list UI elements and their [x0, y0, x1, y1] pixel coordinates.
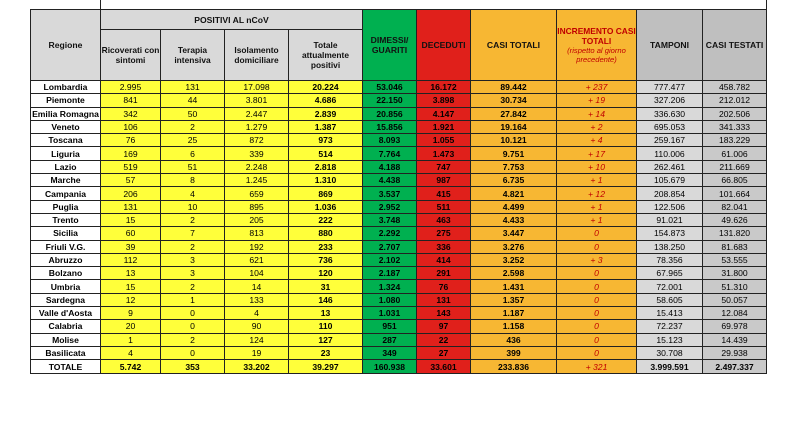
cell-casi: 3.276 — [471, 240, 557, 253]
total-cell-regione: TOTALE — [31, 360, 101, 374]
cell-isolamento: 104 — [225, 267, 289, 280]
cell-tamponi: 122.506 — [637, 200, 703, 213]
header-terapia: Terapia intensiva — [161, 30, 225, 81]
cell-incremento: + 14 — [557, 107, 637, 120]
cell-ricoverati: 4 — [101, 346, 161, 359]
cell-casi: 4.499 — [471, 200, 557, 213]
total-cell-testati: 2.497.337 — [703, 360, 767, 374]
cell-ricoverati: 342 — [101, 107, 161, 120]
cell-deceduti: 415 — [417, 187, 471, 200]
cell-ricoverati: 519 — [101, 160, 161, 173]
cell-casi: 9.751 — [471, 147, 557, 160]
cell-dimessi: 1.080 — [363, 293, 417, 306]
cell-ricoverati: 841 — [101, 94, 161, 107]
table-row — [31, 267, 767, 280]
cell-testati: 69.978 — [703, 320, 767, 333]
cell-ricoverati: 15 — [101, 213, 161, 226]
cell-regione: Emilia Romagna — [32, 108, 99, 119]
cell-terapia: 131 — [161, 81, 225, 94]
cell-regione: Calabria — [31, 320, 101, 333]
cell-terapia: 2 — [161, 120, 225, 133]
cell-terapia: 4 — [161, 187, 225, 200]
table-row — [31, 134, 767, 147]
cell-isolamento: 133 — [225, 293, 289, 306]
cell-testati: 53.555 — [703, 253, 767, 266]
header-ricoverati: Ricoverati con sintomi — [101, 30, 161, 81]
cell-isolamento: 813 — [225, 227, 289, 240]
cell-ricoverati: 39 — [101, 240, 161, 253]
cell-dimessi: 22.150 — [363, 94, 417, 107]
cell-dimessi: 53.046 — [363, 81, 417, 94]
cell-totale: 1.310 — [289, 174, 363, 187]
cell-testati: 66.805 — [703, 174, 767, 187]
total-cell-dimessi: 160.938 — [363, 360, 417, 374]
cell-isolamento: 192 — [225, 240, 289, 253]
cell-isolamento: 659 — [225, 187, 289, 200]
cell-isolamento: 17.098 — [225, 81, 289, 94]
cell-isolamento: 895 — [225, 200, 289, 213]
cell-regione: Piemonte — [31, 94, 101, 107]
cell-isolamento: 621 — [225, 253, 289, 266]
cell-incremento: 0 — [557, 307, 637, 320]
table-row — [31, 94, 767, 107]
cell-isolamento: 2.447 — [225, 107, 289, 120]
cell-ricoverati: 9 — [101, 307, 161, 320]
cell-deceduti: 27 — [417, 346, 471, 359]
cell-regione: Valle d'Aosta — [31, 307, 101, 320]
table-row — [31, 280, 767, 293]
cell-testati: 51.310 — [703, 280, 767, 293]
cell-totale: 222 — [289, 213, 363, 226]
cell-tamponi: 110.006 — [637, 147, 703, 160]
table-row — [31, 120, 767, 133]
cell-terapia: 2 — [161, 333, 225, 346]
cell-testati: 183.229 — [703, 134, 767, 147]
cell-terapia: 2 — [161, 240, 225, 253]
total-cell-isolamento: 33.202 — [225, 360, 289, 374]
cell-regione: Trento — [31, 213, 101, 226]
cell-terapia: 7 — [161, 227, 225, 240]
cell-totale: 880 — [289, 227, 363, 240]
table-row — [31, 240, 767, 253]
covid-regional-table — [30, 0, 767, 374]
cell-totale: 20.224 — [289, 81, 363, 94]
cell-deceduti: 414 — [417, 253, 471, 266]
cell-casi: 1.187 — [471, 307, 557, 320]
table-row — [31, 320, 767, 333]
cell-incremento: 0 — [557, 346, 637, 359]
table-row — [31, 253, 767, 266]
cell-tamponi: 58.605 — [637, 293, 703, 306]
table-row — [31, 213, 767, 226]
cell-tamponi: 91.021 — [637, 213, 703, 226]
cell-totale: 31 — [289, 280, 363, 293]
cell-tamponi: 777.477 — [637, 81, 703, 94]
cell-deceduti: 987 — [417, 174, 471, 187]
cell-dimessi: 951 — [363, 320, 417, 333]
cell-testati: 341.333 — [703, 120, 767, 133]
cell-totale: 869 — [289, 187, 363, 200]
cell-deceduti: 336 — [417, 240, 471, 253]
cell-terapia: 2 — [161, 213, 225, 226]
cell-dimessi: 2.292 — [363, 227, 417, 240]
cell-terapia: 0 — [161, 346, 225, 359]
cell-totale: 110 — [289, 320, 363, 333]
total-cell-totale: 39.297 — [289, 360, 363, 374]
cell-incremento: + 1 — [557, 213, 637, 226]
cell-casi: 27.842 — [471, 107, 557, 120]
cell-tamponi: 78.356 — [637, 253, 703, 266]
cell-casi: 19.164 — [471, 120, 557, 133]
cell-ricoverati: 112 — [101, 253, 161, 266]
cell-dimessi: 15.856 — [363, 120, 417, 133]
cell-regione: Liguria — [31, 147, 101, 160]
cell-casi: 399 — [471, 346, 557, 359]
cell-totale: 1.036 — [289, 200, 363, 213]
cell-isolamento: 1.279 — [225, 120, 289, 133]
cell-deceduti: 143 — [417, 307, 471, 320]
cell-isolamento: 19 — [225, 346, 289, 359]
cell-regione: Umbria — [31, 280, 101, 293]
cell-testati: 81.683 — [703, 240, 767, 253]
table-row — [31, 174, 767, 187]
table-row-totale — [31, 360, 767, 374]
cell-incremento: + 1 — [557, 174, 637, 187]
header-incremento-note: (rispetto al giorno precedente) — [567, 46, 626, 64]
cell-ricoverati: 1 — [101, 333, 161, 346]
cell-casi: 3.447 — [471, 227, 557, 240]
table-row — [31, 81, 767, 94]
cell-regione: Basilicata — [31, 346, 101, 359]
cell-ricoverati: 57 — [101, 174, 161, 187]
table-row — [31, 160, 767, 173]
cell-casi: 1.431 — [471, 280, 557, 293]
cell-deceduti: 16.172 — [417, 81, 471, 94]
cell-testati: 14.439 — [703, 333, 767, 346]
cell-tamponi: 336.630 — [637, 107, 703, 120]
cell-dimessi: 1.324 — [363, 280, 417, 293]
cell-terapia: 50 — [161, 107, 225, 120]
header-tamponi: TAMPONI — [637, 10, 703, 81]
cell-incremento: 0 — [557, 320, 637, 333]
cell-isolamento: 124 — [225, 333, 289, 346]
cell-terapia: 8 — [161, 174, 225, 187]
cell-terapia: 51 — [161, 160, 225, 173]
table-row — [31, 187, 767, 200]
cell-incremento: + 17 — [557, 147, 637, 160]
cell-testati: 458.782 — [703, 81, 767, 94]
cell-tamponi: 262.461 — [637, 160, 703, 173]
table-row — [31, 107, 767, 120]
cell-dimessi: 2.102 — [363, 253, 417, 266]
cell-tamponi: 15.123 — [637, 333, 703, 346]
cell-regione: Lombardia — [31, 81, 101, 94]
cell-tamponi: 259.167 — [637, 134, 703, 147]
cell-terapia: 10 — [161, 200, 225, 213]
cell-tamponi: 72.237 — [637, 320, 703, 333]
cell-terapia: 25 — [161, 134, 225, 147]
cell-totale: 736 — [289, 253, 363, 266]
cell-isolamento: 2.248 — [225, 160, 289, 173]
cell-casi: 30.734 — [471, 94, 557, 107]
table-row — [31, 200, 767, 213]
cell-deceduti: 4.147 — [417, 107, 471, 120]
cell-casi: 2.598 — [471, 267, 557, 280]
cell-dimessi: 2.707 — [363, 240, 417, 253]
cell-incremento: + 2 — [557, 120, 637, 133]
cell-testati: 12.084 — [703, 307, 767, 320]
cell-ricoverati: 106 — [101, 120, 161, 133]
header-dimessi: DIMESSI/ GUARITI — [363, 10, 417, 81]
header-incremento — [557, 10, 637, 81]
cell-testati: 31.800 — [703, 267, 767, 280]
cell-casi: 1.357 — [471, 293, 557, 306]
cell-regione: Molise — [31, 333, 101, 346]
cell-incremento: + 10 — [557, 160, 637, 173]
total-cell-incremento: + 321 — [557, 360, 637, 374]
cell-dimessi: 7.764 — [363, 147, 417, 160]
cell-totale: 2.839 — [289, 107, 363, 120]
cell-deceduti: 275 — [417, 227, 471, 240]
cell-totale: 23 — [289, 346, 363, 359]
cell-dimessi: 2.952 — [363, 200, 417, 213]
cell-dimessi: 3.537 — [363, 187, 417, 200]
table-row — [31, 147, 767, 160]
cell-totale: 146 — [289, 293, 363, 306]
cell-dimessi: 20.856 — [363, 107, 417, 120]
cell-ricoverati: 76 — [101, 134, 161, 147]
cell-deceduti: 1.473 — [417, 147, 471, 160]
cell-dimessi: 4.438 — [363, 174, 417, 187]
cell-totale: 120 — [289, 267, 363, 280]
cell-tamponi: 138.250 — [637, 240, 703, 253]
cell-isolamento: 14 — [225, 280, 289, 293]
cell-totale: 13 — [289, 307, 363, 320]
cell-casi: 4.433 — [471, 213, 557, 226]
cell-tamponi: 15.413 — [637, 307, 703, 320]
cell-tamponi: 105.679 — [637, 174, 703, 187]
cell-incremento: + 237 — [557, 81, 637, 94]
cell-isolamento: 4 — [225, 307, 289, 320]
cell-regione: Marche — [31, 174, 101, 187]
cell-ricoverati: 15 — [101, 280, 161, 293]
table-row — [31, 293, 767, 306]
cell-deceduti: 76 — [417, 280, 471, 293]
cell-terapia: 2 — [161, 280, 225, 293]
table-body — [31, 81, 767, 374]
cell-casi: 1.158 — [471, 320, 557, 333]
cell-deceduti: 131 — [417, 293, 471, 306]
cell-incremento: 0 — [557, 333, 637, 346]
cell-testati: 82.041 — [703, 200, 767, 213]
cell-casi: 436 — [471, 333, 557, 346]
cell-testati: 212.012 — [703, 94, 767, 107]
cell-isolamento: 1.245 — [225, 174, 289, 187]
cell-tamponi: 695.053 — [637, 120, 703, 133]
table-row — [31, 227, 767, 240]
cell-tamponi: 72.001 — [637, 280, 703, 293]
header-positivi-group: POSITIVI AL nCoV — [101, 10, 363, 30]
cell-isolamento: 339 — [225, 147, 289, 160]
total-cell-deceduti: 33.601 — [417, 360, 471, 374]
cell-terapia: 44 — [161, 94, 225, 107]
cell-ricoverati: 20 — [101, 320, 161, 333]
cell-isolamento: 90 — [225, 320, 289, 333]
cell-ricoverati: 131 — [101, 200, 161, 213]
cell-tamponi: 67.965 — [637, 267, 703, 280]
cell-incremento: + 12 — [557, 187, 637, 200]
cell-casi: 7.753 — [471, 160, 557, 173]
header-regione: Regione — [31, 10, 101, 81]
header-casi-testati: CASI TESTATI — [703, 10, 767, 81]
cell-testati: 49.626 — [703, 213, 767, 226]
cell-terapia: 0 — [161, 307, 225, 320]
cell-incremento: + 1 — [557, 200, 637, 213]
header-deceduti: DECEDUTI — [417, 10, 471, 81]
cell-totale: 1.387 — [289, 120, 363, 133]
cell-dimessi: 8.093 — [363, 134, 417, 147]
header-isolamento: Isolamento domiciliare — [225, 30, 289, 81]
cell-testati: 50.057 — [703, 293, 767, 306]
cell-deceduti: 97 — [417, 320, 471, 333]
covid-regional-table-container — [30, 0, 766, 374]
cell-regione: Sardegna — [31, 293, 101, 306]
cell-tamponi: 208.854 — [637, 187, 703, 200]
cell-terapia: 3 — [161, 267, 225, 280]
cell-terapia: 6 — [161, 147, 225, 160]
cell-incremento: 0 — [557, 240, 637, 253]
cell-terapia: 3 — [161, 253, 225, 266]
cell-dimessi: 1.031 — [363, 307, 417, 320]
cell-incremento: 0 — [557, 293, 637, 306]
cell-ricoverati: 12 — [101, 293, 161, 306]
cell-totale: 973 — [289, 134, 363, 147]
cell-regione: Toscana — [31, 134, 101, 147]
cell-casi: 3.252 — [471, 253, 557, 266]
cell-totale: 2.818 — [289, 160, 363, 173]
cell-ricoverati: 2.995 — [101, 81, 161, 94]
cell-testati: 29.938 — [703, 346, 767, 359]
table-row — [31, 307, 767, 320]
cell-dimessi: 287 — [363, 333, 417, 346]
cell-incremento: 0 — [557, 280, 637, 293]
cell-deceduti: 1.055 — [417, 134, 471, 147]
cell-tamponi: 30.708 — [637, 346, 703, 359]
cell-ricoverati: 13 — [101, 267, 161, 280]
cell-isolamento: 872 — [225, 134, 289, 147]
cell-isolamento: 205 — [225, 213, 289, 226]
cell-tamponi: 154.873 — [637, 227, 703, 240]
cell-tamponi: 327.206 — [637, 94, 703, 107]
header-incremento-label: INCREMENTO CASI TOTALI — [557, 26, 636, 46]
total-cell-terapia: 353 — [161, 360, 225, 374]
table-row — [31, 333, 767, 346]
cell-testati: 61.006 — [703, 147, 767, 160]
header-group-row — [31, 10, 767, 30]
cell-casi: 4.821 — [471, 187, 557, 200]
cell-totale: 4.686 — [289, 94, 363, 107]
cell-deceduti: 22 — [417, 333, 471, 346]
cell-incremento: 0 — [557, 227, 637, 240]
cell-regione: Veneto — [31, 120, 101, 133]
cell-regione: Lazio — [31, 160, 101, 173]
cell-testati: 211.669 — [703, 160, 767, 173]
cell-dimessi: 349 — [363, 346, 417, 359]
cell-deceduti: 747 — [417, 160, 471, 173]
total-cell-tamponi: 3.999.591 — [637, 360, 703, 374]
cell-deceduti: 1.921 — [417, 120, 471, 133]
cell-incremento: 0 — [557, 267, 637, 280]
cell-testati: 202.506 — [703, 107, 767, 120]
cell-casi: 89.442 — [471, 81, 557, 94]
cell-terapia: 0 — [161, 320, 225, 333]
header-top-strip — [31, 0, 767, 10]
cell-regione: Bolzano — [31, 267, 101, 280]
cell-incremento: + 19 — [557, 94, 637, 107]
cell-regione: Campania — [31, 187, 101, 200]
cell-totale: 514 — [289, 147, 363, 160]
cell-deceduti: 511 — [417, 200, 471, 213]
cell-deceduti: 291 — [417, 267, 471, 280]
cell-regione: Sicilia — [31, 227, 101, 240]
total-cell-casi: 233.836 — [471, 360, 557, 374]
cell-regione: Puglia — [31, 200, 101, 213]
cell-ricoverati: 60 — [101, 227, 161, 240]
cell-deceduti: 463 — [417, 213, 471, 226]
cell-incremento: + 4 — [557, 134, 637, 147]
cell-totale: 127 — [289, 333, 363, 346]
cell-deceduti: 3.898 — [417, 94, 471, 107]
cell-regione: Abruzzo — [31, 253, 101, 266]
cell-testati: 101.664 — [703, 187, 767, 200]
cell-dimessi: 3.748 — [363, 213, 417, 226]
table-row — [31, 346, 767, 359]
cell-isolamento: 3.801 — [225, 94, 289, 107]
cell-totale: 233 — [289, 240, 363, 253]
header-totale-positivi: Totale attualmente positivi — [289, 30, 363, 81]
cell-testati: 131.820 — [703, 227, 767, 240]
cell-ricoverati: 169 — [101, 147, 161, 160]
cell-regione: Friuli V.G. — [31, 240, 101, 253]
header-casi-totali: CASI TOTALI — [471, 10, 557, 81]
total-cell-ricoverati: 5.742 — [101, 360, 161, 374]
cell-dimessi: 2.187 — [363, 267, 417, 280]
cell-casi: 10.121 — [471, 134, 557, 147]
cell-ricoverati: 206 — [101, 187, 161, 200]
cell-casi: 6.735 — [471, 174, 557, 187]
cell-terapia: 1 — [161, 293, 225, 306]
cell-dimessi: 4.188 — [363, 160, 417, 173]
cell-incremento: + 3 — [557, 253, 637, 266]
